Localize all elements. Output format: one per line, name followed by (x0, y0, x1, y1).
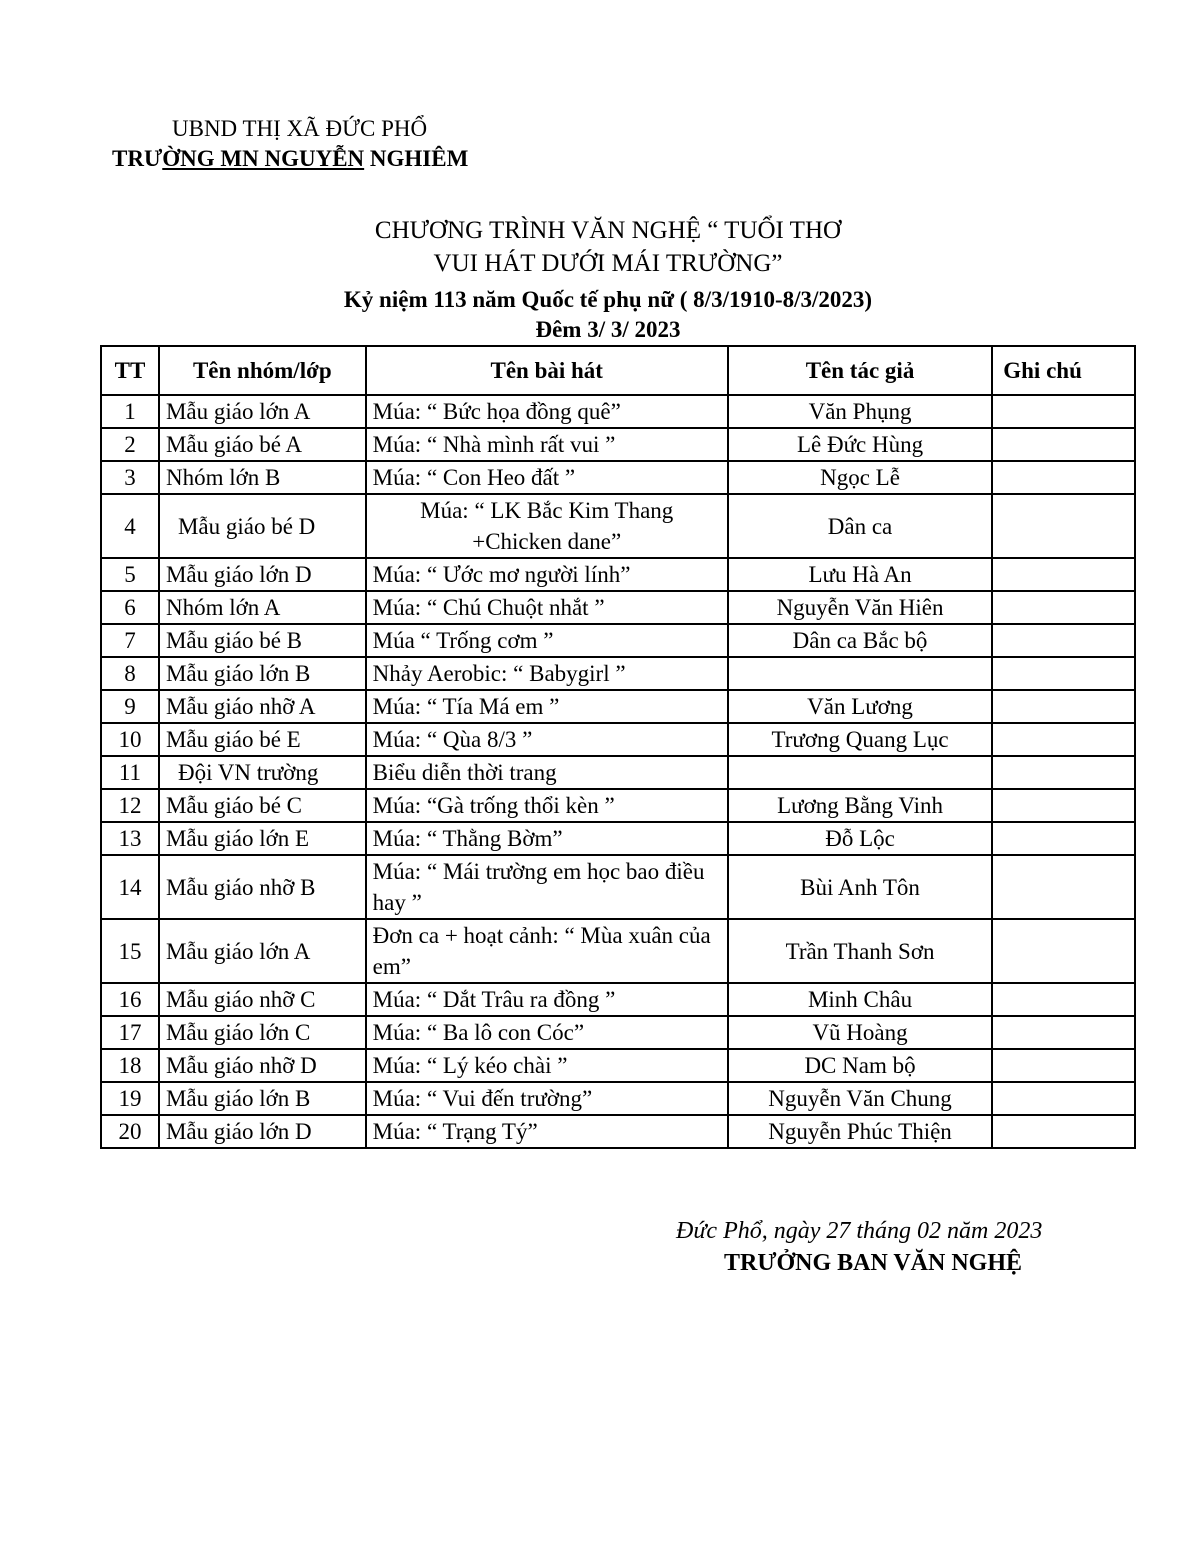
row-number: 16 (101, 983, 159, 1016)
row-song: Múa: “ Chú Chuột nhắt ” (366, 591, 728, 624)
row-group: Mẫu giáo bé E (159, 723, 366, 756)
row-note (992, 983, 1135, 1016)
program-date: Đêm 3/ 3/ 2023 (535, 317, 681, 342)
table-row (101, 789, 1135, 822)
row-note (992, 789, 1135, 822)
school-name-underlined: ỜNG MN NGUYỄN (162, 146, 365, 171)
row-group: Mẫu giáo lớn E (159, 822, 366, 855)
row-number: 8 (101, 657, 159, 690)
row-number: 12 (101, 789, 159, 822)
row-note (992, 855, 1135, 919)
row-number: 20 (101, 1115, 159, 1148)
row-group: Mẫu giáo bé B (159, 624, 366, 657)
row-number: 3 (101, 461, 159, 494)
row-note (992, 657, 1135, 690)
row-author: Vũ Hoàng (728, 1016, 992, 1049)
table-row (101, 919, 1135, 983)
program-subtitle: Kỷ niệm 113 năm Quốc tế phụ nữ ( 8/3/1910-8/3/2023) (343, 287, 873, 312)
program-table (100, 345, 1136, 1149)
row-note (992, 1016, 1135, 1049)
row-song: Múa: “ Thằng Bờm” (366, 822, 728, 855)
row-number: 9 (101, 690, 159, 723)
table-row (101, 690, 1135, 723)
row-author (728, 657, 992, 690)
row-author: Văn Lương (728, 690, 992, 723)
row-number: 19 (101, 1082, 159, 1115)
row-number: 6 (101, 591, 159, 624)
row-song: Múa: “ Qùa 8/3 ” (366, 723, 728, 756)
row-group: Mẫu giáo lớn D (159, 1115, 366, 1148)
row-song: Múa: “ Ước mơ người lính” (366, 558, 728, 591)
row-song: Múa: “Gà trống thổi kèn ” (366, 789, 728, 822)
header-song: Tên bài hát (366, 346, 728, 395)
header-note: Ghi chú (992, 346, 1135, 395)
row-author: Trần Thanh Sơn (728, 919, 992, 983)
row-group: Mẫu giáo nhỡ D (159, 1049, 366, 1082)
row-note (992, 723, 1135, 756)
row-author: Lưu Hà An (728, 558, 992, 591)
row-author: DC Nam bộ (728, 1049, 992, 1082)
row-group: Mẫu giáo nhỡ A (159, 690, 366, 723)
row-number: 4 (101, 494, 159, 558)
row-song: Múa: “ Con Heo đất ” (366, 461, 728, 494)
row-group: Mẫu giáo lớn B (159, 657, 366, 690)
header-group: Tên nhóm/lớp (159, 346, 366, 395)
row-song: Múa: “ Mái trường em học bao điều hay ” (366, 855, 728, 919)
row-group: Mẫu giáo lớn C (159, 1016, 366, 1049)
row-author: Nguyễn Phúc Thiện (728, 1115, 992, 1148)
row-group: Mẫu giáo lớn A (159, 919, 366, 983)
row-song: Múa “ Trống cơm ” (366, 624, 728, 657)
row-author: Văn Phụng (728, 395, 992, 428)
table-row (101, 756, 1135, 789)
table-row (101, 855, 1135, 919)
row-group: Mẫu giáo bé A (159, 428, 366, 461)
row-song: Múa: “ Bức họa đồng quê” (366, 395, 728, 428)
row-note (992, 558, 1135, 591)
row-song: Múa: “ Ba lô con Cóc” (366, 1016, 728, 1049)
table-row (101, 395, 1135, 428)
row-author: Nguyễn Văn Hiên (728, 591, 992, 624)
row-group: Mẫu giáo lớn A (159, 395, 366, 428)
row-song: Múa: “ Trạng Tý” (366, 1115, 728, 1148)
row-group: Mẫu giáo lớn D (159, 558, 366, 591)
row-group: Mẫu giáo bé D (159, 494, 366, 558)
table-row (101, 494, 1135, 558)
row-note (992, 494, 1135, 558)
row-author: Bùi Anh Tôn (728, 855, 992, 919)
row-author: Trương Quang Lục (728, 723, 992, 756)
row-note (992, 461, 1135, 494)
school-name (112, 144, 468, 174)
row-song: Múa: “ Tía Má em ” (366, 690, 728, 723)
row-song: Múa: “ Dắt Trâu ra đồng ” (366, 983, 728, 1016)
table-row (101, 428, 1135, 461)
table-row (101, 624, 1135, 657)
place-date: Đức Phổ, ngày 27 tháng 02 năm 2023 (676, 1218, 1043, 1244)
table-row (101, 822, 1135, 855)
row-group: Mẫu giáo bé C (159, 789, 366, 822)
row-song: Biểu diễn thời trang (366, 756, 728, 789)
row-note (992, 395, 1135, 428)
row-number: 15 (101, 919, 159, 983)
row-author: Minh Châu (728, 983, 992, 1016)
table-header-row (101, 346, 1135, 395)
row-author: Lương Bằng Vinh (728, 789, 992, 822)
row-song: Nhảy Aerobic: “ Babygirl ” (366, 657, 728, 690)
row-note (992, 822, 1135, 855)
program-title-line1: CHƯƠNG TRÌNH VĂN NGHỆ “ TUỔI THƠ (374, 217, 842, 244)
row-group: Nhóm lớn B (159, 461, 366, 494)
row-song: Múa: “ Nhà mình rất vui ” (366, 428, 728, 461)
row-note (992, 919, 1135, 983)
row-song: Múa: “ LK Bắc Kim Thang +Chicken dane” (366, 494, 728, 558)
row-number: 7 (101, 624, 159, 657)
row-number: 5 (101, 558, 159, 591)
row-song: Múa: “ Lý kéo chài ” (366, 1049, 728, 1082)
table-row (101, 657, 1135, 690)
authority-name: UBND THỊ XÃ ĐỨC PHỔ (172, 116, 428, 141)
table-row (101, 983, 1135, 1016)
row-number: 11 (101, 756, 159, 789)
row-number: 1 (101, 395, 159, 428)
row-author: Ngọc Lễ (728, 461, 992, 494)
school-name-post: NGHIÊM (364, 146, 469, 171)
row-note (992, 624, 1135, 657)
table-row (101, 1049, 1135, 1082)
row-note (992, 690, 1135, 723)
row-group: Mẫu giáo nhỡ B (159, 855, 366, 919)
table-row (101, 461, 1135, 494)
row-group: Nhóm lớn A (159, 591, 366, 624)
row-note (992, 591, 1135, 624)
row-note (992, 756, 1135, 789)
row-number: 13 (101, 822, 159, 855)
row-group: Đội VN trường (159, 756, 366, 789)
row-number: 17 (101, 1016, 159, 1049)
row-author: Nguyễn Văn Chung (728, 1082, 992, 1115)
row-song: Đơn ca + hoạt cảnh: “ Mùa xuân của em” (366, 919, 728, 983)
row-note (992, 1115, 1135, 1148)
row-note (992, 1049, 1135, 1082)
table-row (101, 1082, 1135, 1115)
row-author: Dân ca Bắc bộ (728, 624, 992, 657)
table-row (101, 1115, 1135, 1148)
row-author: Lê Đức Hùng (728, 428, 992, 461)
row-group: Mẫu giáo nhỡ C (159, 983, 366, 1016)
row-author (728, 756, 992, 789)
table-row (101, 591, 1135, 624)
school-name-pre: TRƯ (112, 146, 163, 171)
program-title-line2: VUI HÁT DƯỚI MÁI TRƯỜNG” (433, 250, 783, 277)
row-author: Dân ca (728, 494, 992, 558)
table-row (101, 723, 1135, 756)
row-number: 10 (101, 723, 159, 756)
header-author: Tên tác giả (728, 346, 992, 395)
table-row (101, 1016, 1135, 1049)
signer-title: TRƯỞNG BAN VĂN NGHỆ (724, 1250, 1023, 1276)
header-tt: TT (101, 346, 159, 395)
table-row (101, 558, 1135, 591)
row-number: 14 (101, 855, 159, 919)
row-note (992, 1082, 1135, 1115)
row-number: 2 (101, 428, 159, 461)
row-number: 18 (101, 1049, 159, 1082)
row-note (992, 428, 1135, 461)
row-group: Mẫu giáo lớn B (159, 1082, 366, 1115)
row-author: Đỗ Lộc (728, 822, 992, 855)
row-song: Múa: “ Vui đến trường” (366, 1082, 728, 1115)
